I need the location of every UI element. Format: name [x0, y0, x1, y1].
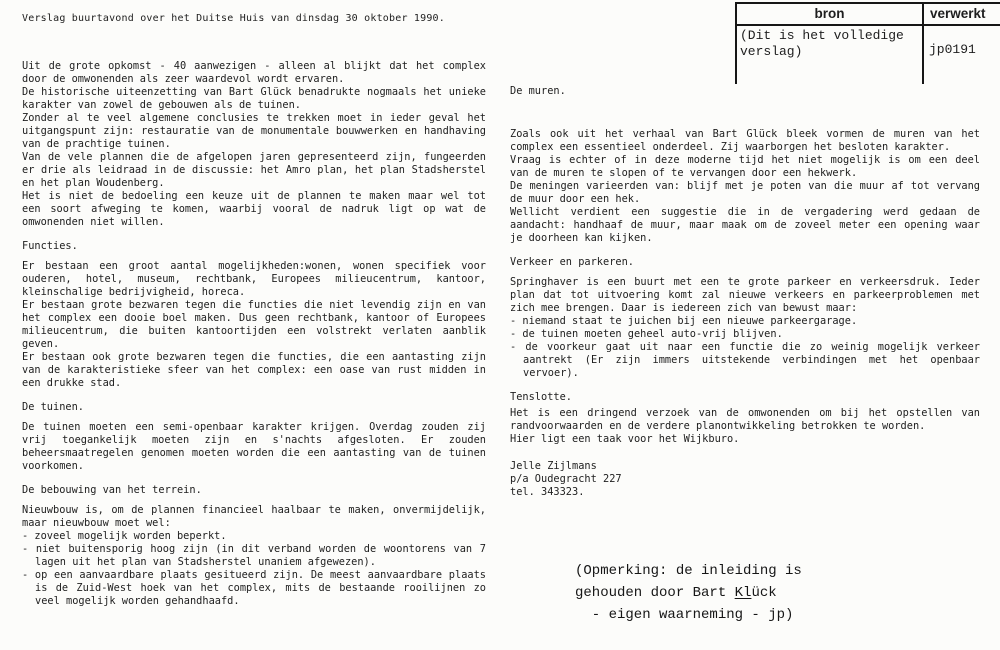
signature-block [510, 460, 980, 499]
stamp-header-bron: bron [737, 4, 924, 24]
stamp-header-verwerkt: verwerkt [930, 6, 986, 21]
paragraph: De tuinen moeten een semi-openbaar karakter krijgen. Overdag zouden zij vrij toegankelijk moeten zijn en s'nachts afgesloten. Er zouden beheersmaatregelen genomen moeten worden die een aantasting van de tuinen voorkomen. [22, 421, 486, 472]
intro-paragraph: Het is niet de bedoeling een keuze uit de plannen te maken maar wel tot een soort afweging te komen, waarbij vooral de nadruk ligt op wat de omwonenden niet willen. [22, 190, 486, 228]
paragraph: Er bestaan ook grote bezwaren tegen die functies, die een aantasting zijn van de karakteristieke sfeer van het complex: een oase van rust midden in een drukke stad. [22, 351, 486, 389]
paragraph: Nieuwbouw is, om de plannen financieel haalbaar te maken, onvermijdelijk, maar nieuwbouw moet wel: [22, 504, 486, 529]
bullet-item: - zoveel mogelijk worden beperkt. [22, 530, 227, 542]
stamp-bron-value: (Dit is het volledige verslag) [737, 26, 924, 84]
intro-paragraph: Zonder al te veel algemene conclusies te trekken moet in ieder geval het uitgangspunt zijn: restauratie van de monumentale bouwwerken en handhaving van de prachtige tuinen. [22, 112, 486, 150]
section-heading-verkeer: Verkeer en parkeren. [510, 256, 634, 268]
note-line-2: gehouden door Bart Klück [575, 585, 777, 601]
section-heading-tuinen: De tuinen. [22, 401, 84, 413]
closing-note [575, 560, 802, 626]
paragraph: Vraag is echter of in deze moderne tijd het niet mogelijk is om een deel van de muren te slopen of te vervangen door een hekwerk. [510, 154, 980, 179]
note-line-1: (Opmerking: de inleiding is [575, 563, 802, 579]
signature-phone: tel. 343323. [510, 486, 585, 498]
section-heading-muren: De muren. [510, 85, 566, 97]
section-tenslotte-body [510, 407, 980, 446]
signature-address: p/a Oudegracht 227 [510, 473, 622, 485]
page-title: Verslag buurtavond over het Duitse Huis van dinsdag 30 oktober 1990. [22, 13, 445, 24]
paragraph: Wellicht verdient een suggestie die in de vergadering werd gedaan de aandacht: handhaaf de muur, maar maak om de zoveel meter een opening waar je doorheen kan kijken. [510, 206, 980, 244]
paragraph: Er bestaan grote bezwaren tegen die functies die niet levendig zijn en van het complex een dooie boel maken. Dus geen rechtbank, kantoor of Europees milieucentrum, die buiten kantoortijden een volstrekt verlaten aanblik geven. [22, 299, 486, 350]
right-column [510, 85, 980, 499]
paragraph: Zoals ook uit het verhaal van Bart Glück bleek vormen de muren van het complex een essentieel onderdeel. Zij waarborgen het besloten karakter. [510, 128, 980, 153]
section-muren-body [510, 128, 980, 245]
intro-paragraph: Van de vele plannen die de afgelopen jaren gepresenteerd zijn, fungeerden er drie als leidraad in de discussie: het Amro plan, het plan Stadsherstel en het plan Woudenberg. [22, 151, 486, 189]
section-tuinen-body [22, 421, 486, 473]
intro-paragraph: De historische uiteenzetting van Bart Glück benadrukte nogmaals het unieke karakter van zowel de gebouwen als de tuinen. [22, 86, 486, 111]
paragraph: Het is een dringend verzoek van de omwonenden om bij het opstellen van randvoorwaarden en de verdere planontwikkeling betrokken te worden. [510, 407, 980, 432]
note-line-3: - eigen waarneming - jp) [591, 607, 794, 623]
section-heading-tenslotte: Tenslotte. [510, 391, 572, 403]
paragraph: Er bestaan een groot aantal mogelijkheden:wonen, wonen specifiek voor ouderen, hotel, museum, rechtbank, Europees milieucentrum, kantoor, kleinschalige bedrijvigheid, horeca. [22, 260, 486, 298]
stamp-verwerkt-value: jp0191 [929, 42, 976, 57]
paragraph: Springhaver is een buurt met een te grote parkeer en verkeersdruk. Ieder plan dat tot uitvoering komt zal nieuwe verkeers en parkeerproblemen met zich mee brengen. Daar is iedereen zich van bewust maar: [510, 276, 980, 314]
stamp-table-header-row [737, 4, 1000, 26]
signature-name: Jelle Zijlmans [510, 460, 597, 472]
stamp-table [735, 2, 1000, 84]
paragraph: Hier ligt een taak voor het Wijkburo. [510, 433, 740, 445]
intro-block [22, 60, 486, 229]
bullet-item: - op een aanvaardbare plaats gesitueerd zijn. De meest aanvaardbare plaats is de Zuid-West hoek van het complex, mits de bestaande rooilijnen zo veel mogelijk worden gehandhaafd. [22, 569, 486, 607]
bullet-item: - niemand staat te juichen bij een nieuwe parkeergarage. [510, 315, 858, 327]
bullet-item: - de voorkeur gaat uit naar een functie die zo weinig mogelijk verkeer aantrekt (Er zijn immers uitstekende verbindingen met het openbaar vervoer). [510, 341, 980, 379]
section-functies-body [22, 260, 486, 390]
bullet-item: - niet buitensporig hoog zijn (in dit verband worden de woontorens van 7 lagen uit het plan van Stadsherstel unaniem afgewezen). [22, 543, 486, 568]
stamp-table-value-row [737, 26, 1000, 84]
intro-paragraph: Uit de grote opkomst - 40 aanwezigen - alleen al blijkt dat het complex door de omwonenden als zeer waardevol wordt ervaren. [22, 60, 486, 85]
section-heading-functies: Functies. [22, 240, 78, 252]
paragraph: De meningen varieerden van: blijf met je poten van die muur af tot vervang de muur door een hek. [510, 180, 980, 205]
section-heading-bebouwing: De bebouwing van het terrein. [22, 484, 202, 496]
section-verkeer-body [510, 276, 980, 380]
left-column [22, 12, 486, 608]
section-bebouwing-body [22, 504, 486, 608]
bullet-item: - de tuinen moeten geheel auto-vrij blijven. [510, 328, 783, 340]
